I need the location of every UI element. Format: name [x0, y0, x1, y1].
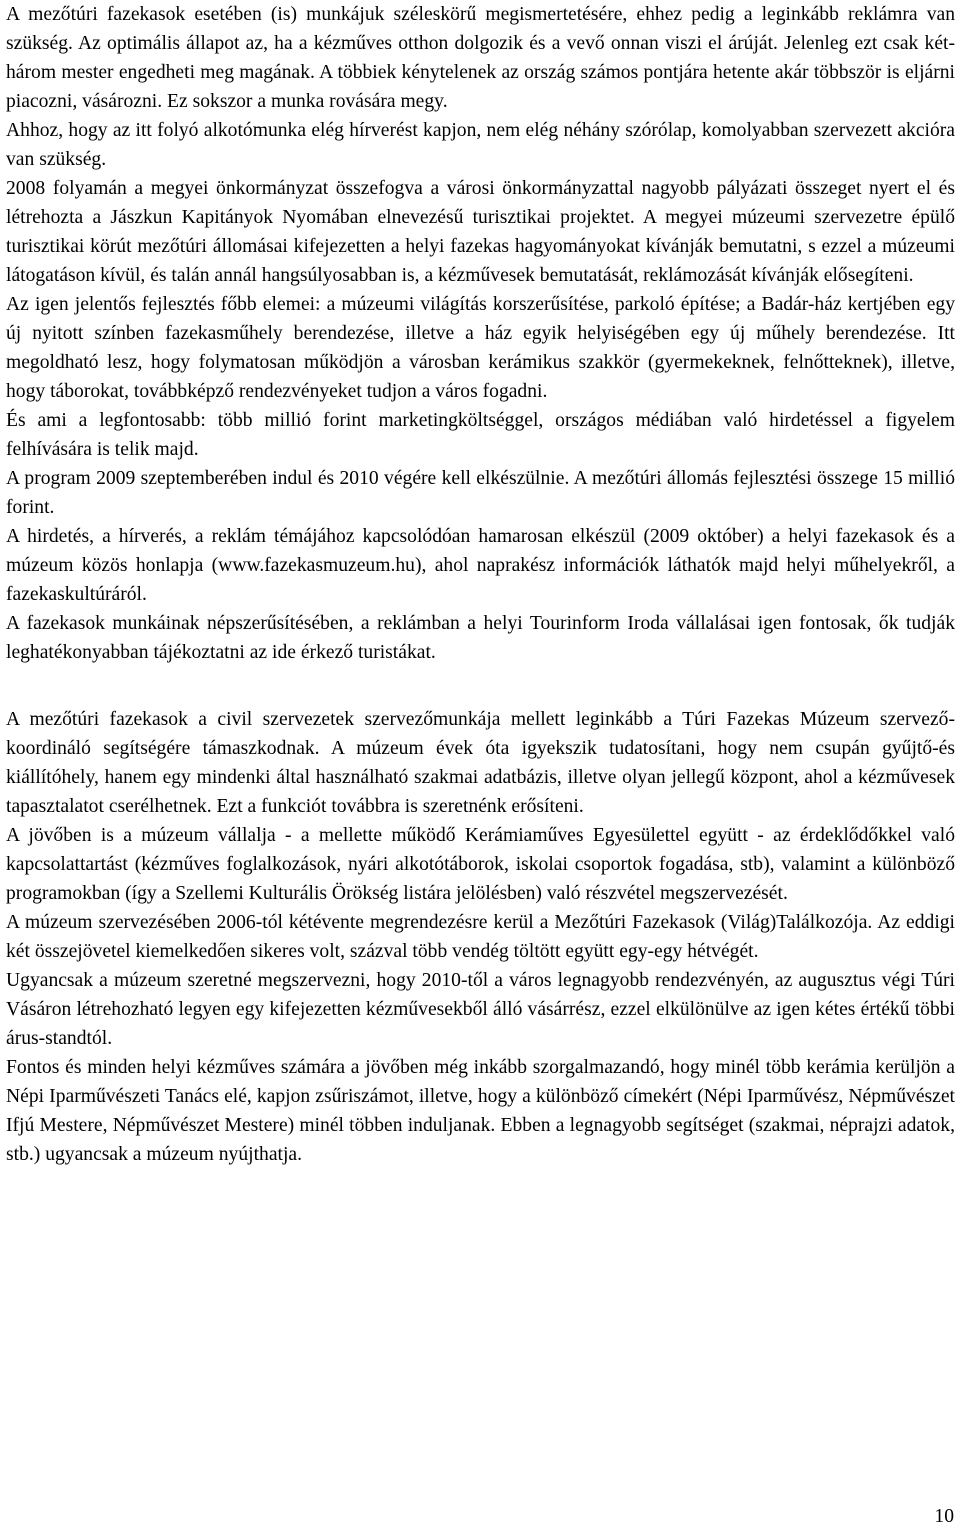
- paragraph: Az igen jelentős fejlesztés főbb elemei: a múzeumi világítás korszerűsítése, parkoló építése; a Badár-ház kertjében egy új nyitott színben fazekasműhely berendezése, illetve a ház egyik helyiségében egy új műhely berendezése. Itt megoldható lesz, hogy folymatosan működjön a városban kerámikus szakkör (gyermekeknek, felnőtteknek), illetve, hogy táborokat, továbbképző rendezvényeket tudjon a város fogadni.: [6, 294, 955, 402]
- paragraph: A program 2009 szeptemberében indul és 2010 végére kell elkészülnie. A mezőtúri állomás fejlesztési összege 15 millió forint.: [6, 468, 955, 518]
- paragraph: A múzeum szervezésében 2006-tól kétévente megrendezésre kerül a Mezőtúri Fazekasok (Világ)Találkozója. Az eddigi két összejövetel kiemelkedően sikeres volt, százval több vendég töltött együtt egy-egy hétvégét.: [6, 912, 955, 962]
- paragraph: A mezőtúri fazekasok esetében (is) munkájuk széleskörű megismertetésére, ehhez pedig a leginkább reklámra van szükség. Az optimális állapot az, ha a kézműves otthon dolgozik és a vevő onnan viszi el árúját. Jelenleg ezt csak két-három mester engedheti meg magának. A többiek kénytelenek az ország számos pontjára hetente akár többször is eljárni piacozni, vásározni. Ez sokszor a munka rovására megy.: [6, 4, 955, 112]
- paragraph: Ahhoz, hogy az itt folyó alkotómunka elég hírverést kapjon, nem elég néhány szórólap, komolyabban szervezett akcióra van szükség.: [6, 120, 955, 170]
- section-marketing: [6, 0, 955, 667]
- paragraph: A fazekasok munkáinak népszerűsítésében, a reklámban a helyi Tourinform Iroda vállalásai igen fontosak, ők tudják leghatékonyabban tájékoztatni az ide érkező turistákat.: [6, 613, 955, 663]
- paragraph: És ami a legfontosabb: több millió forint marketingköltséggel, országos médiában való hirdetéssel a figyelem felhívására is telik majd.: [6, 410, 955, 460]
- paragraph: Fontos és minden helyi kézműves számára a jövőben még inkább szorgalmazandó, hogy minél több kerámia kerüljön a Népi Iparművészeti Tanács elé, kapjon zsűriszámot, illetve, hogy a különböző címekért (Népi Iparművész, Népművészet Ifjú Mestere, Népművészet Mestere) minél többen induljanak. Ebben a legnagyobb segítséget (szakmai, néprajzi adatok, stb.) ugyancsak a múzeum nyújthatja.: [6, 1057, 955, 1165]
- document-page: [6, 0, 955, 1169]
- section-spacer: [6, 667, 955, 705]
- paragraph: Ugyancsak a múzeum szeretné megszervezni, hogy 2010-től a város legnagyobb rendezvényén, az augusztus végi Túri Vásáron létrehozható legyen egy kifejezetten kézművesekből álló vásárrész, ezzel elkülönülve az igen kétes értékű többi árus-standtól.: [6, 970, 955, 1049]
- paragraph: A hirdetés, a hírverés, a reklám témájához kapcsolódóan hamarosan elkészül (2009 október) a helyi fazekasok és a múzeum közös honlapja (www.fazekasmuzeum.hu), ahol naprakész információk láthatók majd helyi műhelyekről, a fazekaskultúráról.: [6, 526, 955, 605]
- page-number: 10: [934, 1506, 954, 1527]
- section-museum: [6, 705, 955, 1169]
- paragraph: A mezőtúri fazekasok a civil szervezetek szervezőmunkája mellett leginkább a Túri Fazekas Múzeum szervező-koordináló segítségére támaszkodnak. A múzeum évek óta igyekszik tudatosítani, hogy nem csupán gyűjtő-és kiállítóhely, hanem egy mindenki által használható szakmai adatbázis, illetve olyan jellegű központ, ahol a kézművesek tapasztalatot cserélhetnek. Ezt a funkciót továbbra is szeretnénk erősíteni.: [6, 709, 955, 817]
- paragraph: 2008 folyamán a megyei önkormányzat összefogva a városi önkormányzattal nagyobb pályázati összeget nyert el és létrehozta a Jászkun Kapitányok Nyomában elnevezésű turisztikai projektet. A megyei múzeumi szervezetre épülő turisztikai körút mezőtúri állomásai kifejezetten a helyi fazekas hagyományokat kívánják bemutatni, s ezzel a múzeumi látogatáson kívül, és talán annál hangsúlyosabban is, a kézművesek bemutatását, reklámozását kívánják elősegíteni.: [6, 178, 955, 286]
- paragraph: A jövőben is a múzeum vállalja - a mellette működő Kerámiaműves Egyesülettel együtt - az érdeklődőkkel való kapcsolattartást (kézműves foglalkozások, nyári alkotótáborok, iskolai csoportok fogadása, stb), valamint a különböző programokban (így a Szellemi Kulturális Örökség listára jelölésben) való részvétel megszervezését.: [6, 825, 955, 904]
